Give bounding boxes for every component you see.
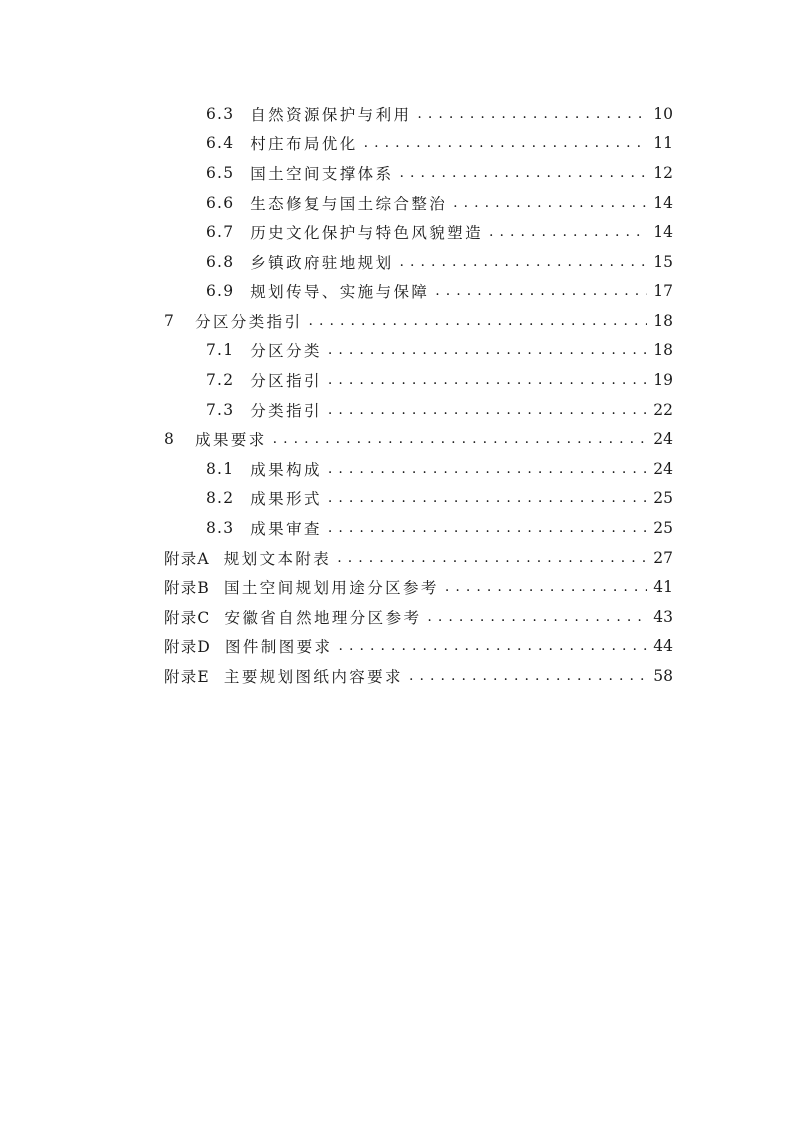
toc-leader-dots (399, 252, 647, 272)
toc-entry-8-1[interactable] (0, 454, 793, 483)
toc-entry-appendix-d[interactable] (0, 631, 793, 660)
toc-leader-dots (328, 459, 647, 479)
toc-entry-page: 18 (653, 311, 673, 330)
toc-entry-7[interactable] (0, 306, 793, 335)
toc-entry-title: 图件制图要求 (225, 637, 333, 656)
toc-leader-dots (417, 104, 647, 124)
toc-entry-title: 规划传导、实施与保障 (250, 282, 430, 301)
toc-entry-page: 15 (653, 252, 673, 271)
toc-leader-dots (328, 400, 647, 420)
toc-entry-number: 7.3 (206, 400, 235, 419)
toc-entry-title: 主要规划图纸内容要求 (223, 667, 403, 686)
toc-leader-dots (489, 222, 647, 242)
toc-entry-7-1[interactable] (0, 335, 793, 364)
toc-entry-title: 分区指引 (250, 371, 322, 390)
toc-entry-page: 19 (653, 370, 673, 389)
toc-entry-page: 18 (653, 340, 673, 359)
toc-entry-6-4[interactable] (0, 128, 793, 157)
toc-leader-dots (328, 370, 647, 390)
toc-entry-title: 历史文化保护与特色风貌塑造 (250, 223, 483, 242)
toc-entry-title: 成果审查 (250, 519, 322, 538)
toc-entry-number: 7 (164, 311, 176, 330)
toc-entry-title: 分区分类 (250, 341, 322, 360)
toc-leader-dots (445, 577, 647, 597)
toc-entry-title: 成果要求 (195, 430, 267, 449)
toc-entry-title: 分类指引 (250, 401, 322, 420)
toc-leader-dots (337, 548, 647, 568)
toc-entry-number: 6.3 (206, 104, 235, 123)
toc-leader-dots (409, 666, 647, 686)
toc-entry-page: 25 (653, 518, 673, 537)
toc-entry-page: 43 (653, 607, 673, 626)
toc-entry-number: 附录E (164, 667, 210, 686)
toc-entry-appendix-e[interactable] (0, 661, 793, 690)
toc-entry-8-3[interactable] (0, 513, 793, 542)
toc-entry-page: 44 (653, 636, 673, 655)
toc-entry-page: 17 (653, 281, 673, 300)
toc-entry-6-3[interactable] (0, 99, 793, 128)
toc-leader-dots (328, 518, 647, 538)
toc-leader-dots (435, 281, 647, 301)
toc-entry-title: 安徽省自然地理分区参考 (224, 608, 422, 627)
toc-entry-number: 附录C (164, 608, 211, 627)
toc-entry-page: 22 (653, 400, 673, 419)
toc-leader-dots (364, 133, 647, 153)
toc-entry-page: 24 (653, 459, 673, 478)
toc-entry-number: 8 (164, 429, 176, 448)
toc-leader-dots (273, 429, 647, 449)
toc-entry-title: 成果形式 (250, 489, 322, 508)
toc-entry-page: 11 (653, 133, 673, 152)
toc-entry-page: 10 (653, 104, 673, 123)
toc-entry-6-5[interactable] (0, 158, 793, 187)
toc-entry-number: 6.9 (206, 281, 235, 300)
toc-entry-title: 成果构成 (250, 460, 322, 479)
toc-entry-number: 6.8 (206, 252, 235, 271)
toc-entry-page: 27 (653, 548, 673, 567)
toc-leader-dots (328, 488, 647, 508)
toc-entry-appendix-c[interactable] (0, 602, 793, 631)
toc-leader-dots (399, 163, 647, 183)
toc-entry-6-8[interactable] (0, 247, 793, 276)
toc-entry-number: 8.2 (206, 488, 235, 507)
toc-leader-dots (338, 636, 647, 656)
toc-entry-number: 附录B (164, 578, 210, 597)
toc-entry-number: 附录D (164, 637, 212, 656)
toc-entry-appendix-b[interactable] (0, 572, 793, 601)
toc-entry-8[interactable] (0, 424, 793, 453)
toc-entry-number: 8.1 (206, 459, 235, 478)
toc-entry-number: 7.1 (206, 340, 235, 359)
toc-entry-number: 附录A (164, 549, 210, 568)
toc-leader-dots (308, 311, 647, 331)
toc-entry-8-2[interactable] (0, 483, 793, 512)
toc-entry-appendix-a[interactable] (0, 543, 793, 572)
toc-entry-title: 自然资源保护与利用 (250, 105, 412, 124)
toc-leader-dots (328, 340, 647, 360)
toc-leader-dots (453, 193, 647, 213)
toc-entry-number: 6.5 (206, 163, 235, 182)
toc-entry-6-9[interactable] (0, 276, 793, 305)
toc-entry-title: 乡镇政府驻地规划 (250, 253, 394, 272)
toc-entry-number: 6.7 (206, 222, 235, 241)
toc-entry-page: 41 (653, 577, 673, 596)
toc-leader-dots (427, 607, 647, 627)
toc-entry-page: 14 (653, 222, 673, 241)
toc-entry-page: 25 (653, 488, 673, 507)
toc-entry-6-6[interactable] (0, 188, 793, 217)
toc-entry-7-3[interactable] (0, 395, 793, 424)
toc-entry-title: 国土空间规划用途分区参考 (224, 578, 439, 597)
toc-entry-page: 24 (653, 429, 673, 448)
toc-entry-title: 村庄布局优化 (250, 134, 358, 153)
toc-entry-6-7[interactable] (0, 217, 793, 246)
toc-entry-page: 58 (653, 666, 673, 685)
toc-entry-title: 分区分类指引 (195, 312, 303, 331)
toc-entry-number: 7.2 (206, 370, 235, 389)
toc-entry-title: 规划文本附表 (223, 549, 332, 568)
toc-entry-number: 6.4 (206, 133, 235, 152)
toc-entry-number: 6.6 (206, 193, 235, 212)
toc-entry-title: 国土空间支撑体系 (250, 164, 394, 183)
toc-entry-page: 14 (653, 193, 673, 212)
toc-entry-7-2[interactable] (0, 365, 793, 394)
toc-entry-title: 生态修复与国土综合整治 (250, 194, 448, 213)
toc-entry-number: 8.3 (206, 518, 235, 537)
toc-entry-page: 12 (653, 163, 673, 182)
